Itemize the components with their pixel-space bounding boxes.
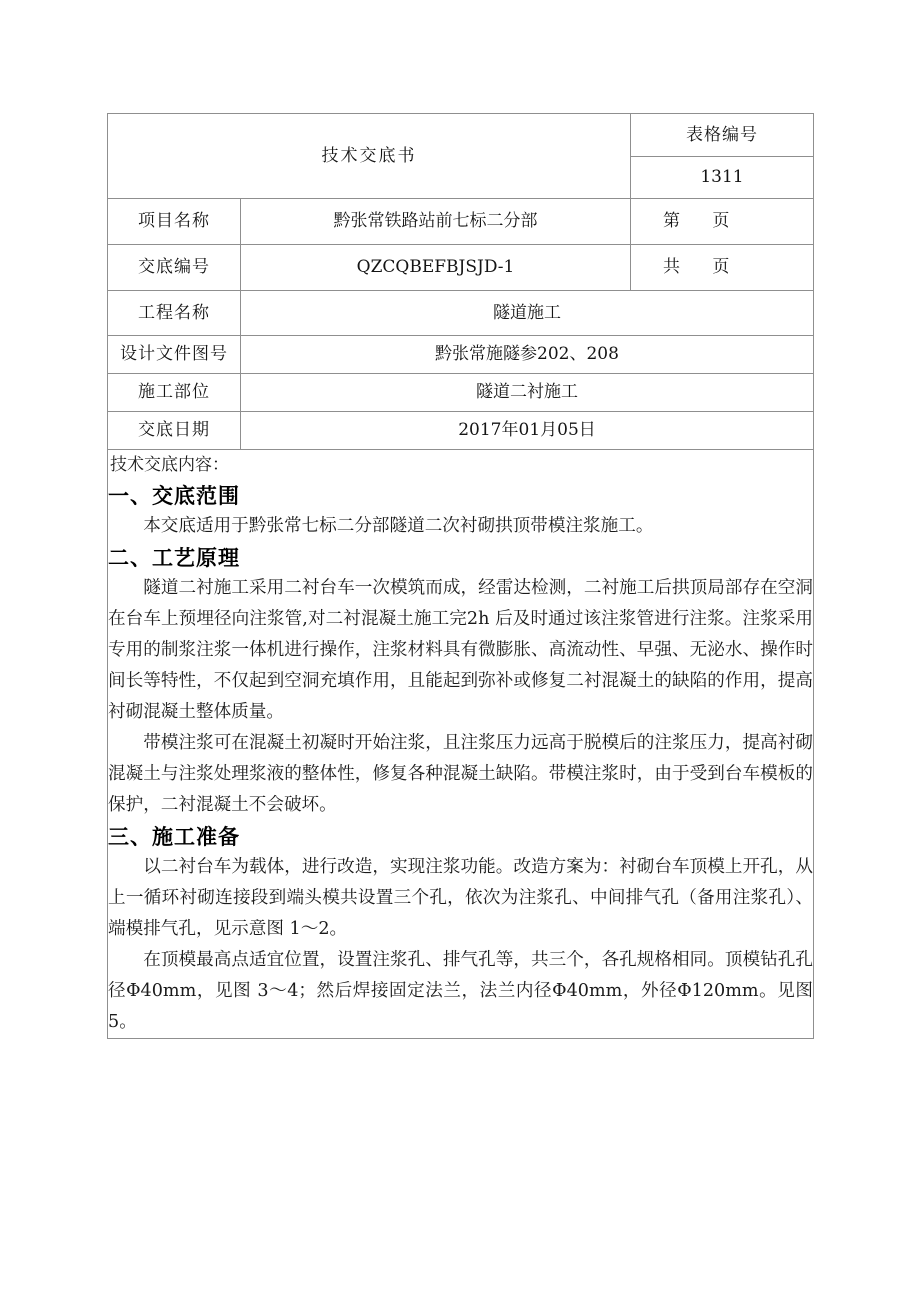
section-heading-principle: 二、工艺原理 (108, 545, 240, 570)
field-value-project-name: 黔张常铁路站前七标二分部 (241, 199, 631, 245)
table-row (108, 336, 814, 374)
table-row (108, 114, 814, 157)
form-number-value: 1311 (631, 157, 814, 199)
section-paragraph: 在顶模最高点适宜位置，设置注浆孔、排气孔等，共三个，各孔规格相同。顶模钻孔孔径Φ40mm，见图 3～4；然后焊接固定法兰，法兰内径Φ40mm，外径Φ120mm。见图 5。 (108, 950, 813, 1032)
table-row (108, 199, 814, 245)
field-label-engineering-name: 工程名称 (108, 291, 241, 336)
field-value-construction-part: 隧道二衬施工 (241, 374, 814, 412)
page-total-label (631, 245, 814, 291)
section-paragraph: 隧道二衬施工采用二衬台车一次模筑而成，经雷达检测，二衬施工后拱顶局部存在空洞在台车上预埋径向注浆管,对二衬混凝土施工完2h 后及时通过该注浆管进行注浆。注浆采用专用的制浆注浆一体机进行操作，注浆材料具有微膨胀、高流动性、早强、无泌水、操作时间长等特性，不仅起到空洞充填作用，且能起到弥补或修复二衬混凝土的缺陷的作用，提高衬砌混凝土整体质量。 (108, 578, 813, 722)
table-row-content (108, 450, 814, 1039)
field-value-engineering-name: 隧道施工 (241, 291, 814, 336)
field-value-disclosure-number: QZCQBEFBJSJD-1 (241, 245, 631, 291)
table-row (108, 412, 814, 450)
form-number-label: 表格编号 (631, 114, 814, 157)
table-row (108, 245, 814, 291)
document-title: 技术交底书 (108, 114, 631, 199)
field-label-design-doc-number: 设计文件图号 (108, 336, 241, 374)
field-label-construction-part: 施工部位 (108, 374, 241, 412)
section-paragraph: 以二衬台车为载体，进行改造，实现注浆功能。改造方案为：衬砌台车顶模上开孔，从上一循环衬砌连接段到端头模共设置三个孔，依次为注浆孔、中间排气孔（备用注浆孔）、端模排气孔，见示意图 1～2。 (108, 857, 813, 939)
field-label-disclosure-number: 交底编号 (108, 245, 241, 291)
field-value-design-doc-number: 黔张常施隧参202、208 (241, 336, 814, 374)
field-value-disclosure-date: 2017年01月05日 (241, 412, 814, 450)
section-paragraph: 带模注浆可在混凝土初凝时开始注浆，且注浆压力远高于脱模后的注浆压力，提高衬砌混凝土与注浆处理浆液的整体性，修复各种混凝土缺陷。带模注浆时，由于受到台车模板的保护，二衬混凝土不会破坏。 (108, 733, 813, 815)
table-row (108, 291, 814, 336)
page-current-text: 第 页 (663, 211, 730, 232)
table-row (108, 374, 814, 412)
field-label-project-name: 项目名称 (108, 199, 241, 245)
section-paragraph: 本交底适用于黔张常七标二分部隧道二次衬砌拱顶带模注浆施工。 (143, 516, 654, 536)
page-total-text: 共 页 (663, 257, 730, 278)
section-heading-scope: 一、交底范围 (108, 483, 240, 508)
section-heading-preparation: 三、施工准备 (108, 824, 240, 849)
content-body (108, 450, 814, 1039)
content-intro-label: 技术交底内容： (110, 455, 229, 475)
page-current-label (631, 199, 814, 245)
technical-disclosure-table (107, 113, 814, 1039)
field-label-disclosure-date: 交底日期 (108, 412, 241, 450)
